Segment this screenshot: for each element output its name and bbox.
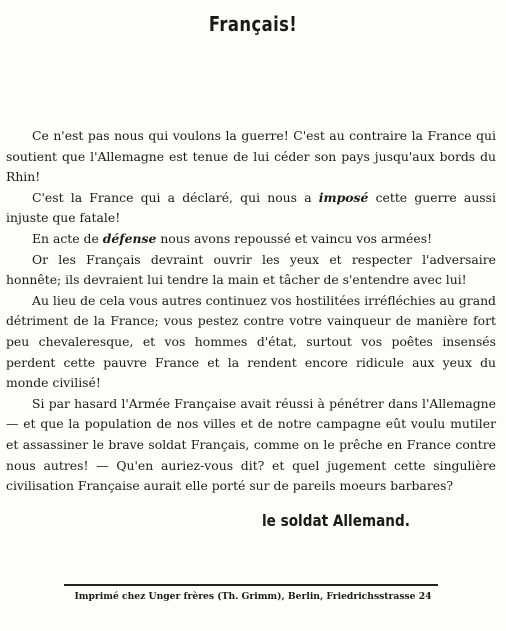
page-title: Français! [208, 12, 298, 36]
paragraph-5: Au lieu de cela vous autres continuez vos hostilitées irréfléchies au grand détriment de la France; vous pestez contre votre vainqueur de manière fort peu chevaleresque, et vos hommes d'état, surtout vos poêtes insensés perdent cette pauvre France et la rendent encore ridicule aux yeux du monde civilisé! [6, 292, 496, 391]
paragraph-2-text-b: cette guerre aussi injuste que fatale! [6, 189, 496, 226]
paragraph-1: Ce n'est pas nous qui voulons la guerre! C'est au contraire la France qui soutient que l'Allemagne est tenue de lui céder son pays jusqu'aux bords du Rhin! [6, 128, 496, 185]
leaflet-body [6, 126, 496, 497]
footer-divider [64, 584, 438, 586]
paragraph-4: Or les Français devraint ouvrir les yeux et respecter l'adversaire honnête; ils devraient lui tendre la main et tâcher de s'entendre avec lui! [6, 251, 496, 288]
paragraph-3 [6, 229, 496, 250]
paragraph-3-emphasis: défense [102, 230, 157, 246]
signature: le soldat Allemand. [262, 511, 410, 530]
paragraph-6: Si par hasard l'Armée Française avait réussi à pénétrer dans l'Allemagne — et que la population de nos villes et de notre campagne eût voulu mutiler et assassiner le brave soldat Français, comme on le prêche en France contre nous autres! — Qu'en auriez-vous dit? et quel jugement cette singulière civilisation Française aurait elle porté sur de pareils moeurs barbares? [6, 395, 496, 494]
paragraph-2-text-a: C'est la France qui a déclaré, qui nous a [32, 189, 319, 205]
paragraph-3-text-b: nous avons repoussé et vaincu vos armées! [156, 230, 433, 246]
paragraph-2-emphasis: imposé [318, 189, 369, 205]
printer-imprint: Imprimé chez Unger frères (Th. Grimm), Berlin, Friedrichsstrasse 24 [74, 591, 432, 602]
paragraph-2 [6, 188, 496, 229]
paragraph-3-text-a: En acte de [32, 230, 103, 246]
